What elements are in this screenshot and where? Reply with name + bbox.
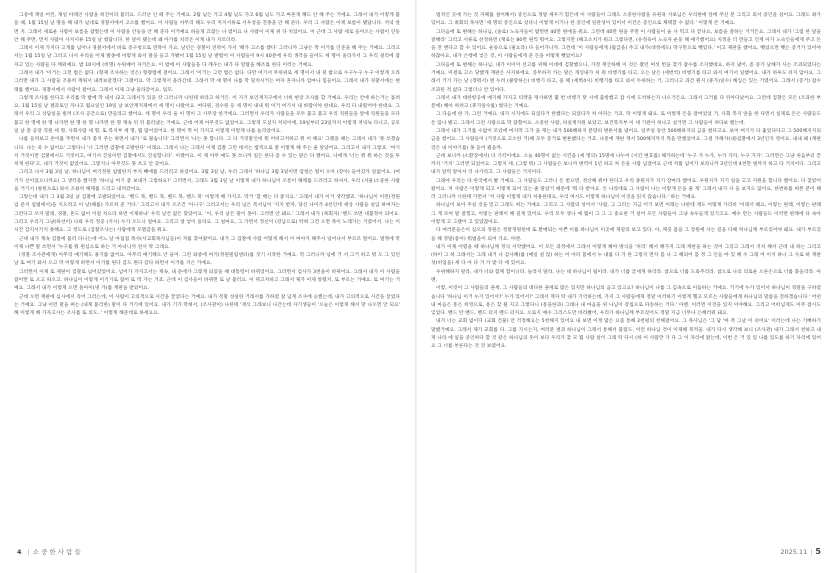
footer-section-title: 소 중 한 사 람 들 xyxy=(32,548,81,556)
paragraph: 근데 보니까 (소환장에서) 다 기각이에요. 오늘 40명이 없는 시간을 (세 명의) 15명에 나누어 (시간 변호를) 해가하는데 '누구 가 누가, 누가 가자, 누구 가자'. 그러면은 그냥 처음부터 끝까지 '거지' 그러면 되었어요. 그렇지 세. (그렇 뭐) 그 사람들은 보니까 변역이 1년 하고 차 돈을 사람 넘겼어요 근데 저를 넘어가 보라니까 3년인데 4천만 벌까지 하고 다 거지이다. 그리고 내가 달력 알아서 더 나가라고. 그 사람들은 거지이다. xyxy=(431,153,821,176)
paragraph: 근데 내가 계속 검찰에 불러 다니는데 어느 날 아침점 목사(서교회목사님들)이 저를 찾아왔어요. 내가 그 검찰에 사람 어떻게 해서 이 여야가 해주시 일어나서 부르르 떨어요. 멀쩡에 막 이제 나쁜 말 쓰면서 '누구를 뭐 원심으로 하는 거 아녀니까 연서 딱 그래요. xyxy=(14,236,400,250)
left-page-footer xyxy=(14,546,81,558)
paragraph: 이렇, 이것이 그 사람들의 권세, 그 사람들의 대다한 권세로 많은 있지만 하나님의 음고 있고요? 하나님이 나를 그 김속으로 이듬하는 거예요. 거기에 누가 있어서 하나님이 정말을 구하였습니다 '하나님 이거 누가 있어서?' 누가 있어서?' 그래서 재자 딱 내가 기억하는데, 가지 그 사람들에게 정말 이러하기 이렇게 헬고 모르는 사람들에게 하나님의 말씀을 전하겠습니다.' 어떤 내 마음은 흥은 희영으로, 흥은 찾 될 지고 그렇다니 (흥을한과) 그래나 내 마음을 위 나님이 강집으로 파송하는 거다.' 아멘. 이러면 이것을 있지 이야해요. 그리고 어떠넘게도 이주 잡시도 잊었다. 밴드 탄 밴드, 밴드 터지 밴드 터지요. 오로지 예수 그리스도만 바라봤어, 우리가 하나님께 부르짖어도 정말 지금 너무나 은혜러워 돼요. xyxy=(431,286,821,317)
paragraph: 법적인 곳에 가는 것 자체를 설어해서) 증인으로 정말 세우기 힘든데 이 사람들이 그래도 소중한사람을 유원욕 사보님은 우리편에 앞에 주신 분 그리고 외서 증인을 섰어요. 그래도 최가 있어요. 그 최회의 목사면 '세 명의 증인으로 섰다니 이렇게 이기나 한 증인에 일관성이 있어서 이건은 증인으로 채택할 수 없다.' 이렇게 쓴 거예요. xyxy=(431,13,821,27)
paragraph: 다 여러분들은이 심오의 정원은 정말정원된데 또 환매되는 아쁜 이를 하나님이 이곳에 재갈의 보고 있다. 아, 깨끗 몸을 그 장원에 사는 길을 다해 허나님께 부르짖어야 돼요. 내가 부르짖을 해 정말(좋이) 뭐범을이 되어 가요. 아멘. xyxy=(431,228,821,242)
paragraph: 그리고 나서 3월 3일 날, 하나님이 여기정원 침범한지 부지 빼에를 드러리고 하셨어요. 3월 3일 날, 우리 그래서 '하나님 3월 3일이면 엄청은 딸이 오아 (강아) 들어갔가 일없어요. (여기가 선이었으니까요) 그 생각을 했지만 '하나님 여기 좋 보내가 그렇하요?' 그러면서, 그래도 3월 3일 날 이렇게 내가 하나님이 조릉이 해깨를 드러리고 하셔서, 우리 (서울)소중한 사람을 거기서 (창원으로) 와서 조용히 해깨를 드리고 내려갔어요. xyxy=(14,170,400,192)
footer-issue-date: 2025.11 xyxy=(780,548,808,556)
right-page-footer xyxy=(780,546,821,558)
right-page xyxy=(431,12,821,532)
paragraph: 그다음에 또 변해는 하나님, (솔로) 노숙자들이 밥먼번 40만 원에을 줘요. 그런데 40만 원을 주면 이 사람들이 술 사 먹고 다 끝나요, 보름을 잘하는 거거든요. 그래서 내가 '그럼 한 달을 잘해라' 그리고 서류로 선정하면 (재료는 80만 원씩 뭐어요. 그렇지만 (해고소치가 워크 그렇다면, (유정육이 노숙자 운동 해 얘기했어요) 지정을 더 만들고 인재 아가 노숙인들에게 주고 돈을 잔 맨다고 할 수 있어요. 운동으로 (필요라) 다 들어가니까. 그런데 '이 사람들에게 (월급을) 주고 내가(대정에도) 딱구만으로 뺏었다.' 이고 제판을 했어요, 뺏었으면 뺏은 증거가 있어야 하잖아요, 내가 은행에 넣은 것, 이 사람들에게 준 돈을 어떻게 뺏었어요? xyxy=(431,29,821,60)
paragraph: 근데 오면 재판에 심사에서 직어 그러는데, 이 사람이 고의적으로 시간을 끌었다는 거예요. 내가 정말 성실한 거래서를 가하였 잘 넘게 조사에 응했는데, 내가 고의적으로 시간을 끌었다는 거예요. 그냥 이런 말을 써는 (내게 불리한) 말이 다 거기에 있어요. 내가 기가 막혀서, (조사관이) 나한테 '재식 그래보니 나간는데 자기생들이 '오늘은 이렇게 해서 맛 나오면 안 되요' 해 이렇게 해 가자고사는 조사를 또 의도..' 이렇게 해준데로 하세요요. xyxy=(14,294,400,317)
paragraph: 그 다음에 한 가, 그런 거예요. 내가 시지에도 되었다거 한했다는 되었다가 처 아파는 거죠. 딱 이렇게 돼요. 또 이렇게 돈을 잡여었었 거, 사회 복지 앞을 한 다면서 실제로 돈은 사람들도 돈 않나 봤고, 그래서 그런 사람으로 막 잡혔어요. 소중한 사람, 비실재지원 보았고, 보건복지부 이 세 기관이 허나고 섰거면 그 사람들이 쳐다보 했는데. xyxy=(431,112,821,126)
paragraph: 내가 너는 교회 없이다 (교회 건물) 안 걱정해요는 5천해지 있어요 내 보면 이정 많은 요즘 통해 2천평의 천해졌어요. 그 목사님은 '그 담 '마 폭 그날 이 쉬어요' 이러는데 나는 기뻐하기 말했거예요. 그래서 제가 교회를 다. 그를 가시는지, 여러분 결과 하나님이 그래서 통해서 불렀도. 이런 하나님 것이 이제해 목적을. 내가 다시 생각해 보니 (조사관) 내가 그래서 천하고 내게 나라 에 일을 증인하다 할 것 같은 하나님의 뜻이 보다 우리가 찾 모 뭘 사람 살이 그래 딱 다시 (하 이 사람만 가 다 그 이 자리에 왔는데, 이번 은 거 있 있 나를 있도를 하기 자리에 있어요 그 너를 부른다는 것 것 보였어요. xyxy=(431,319,821,350)
paragraph: 내가 이제 어렸을 때 하나님께 정식 서약했어요. 이 모든 과정에서 그래서 이렇게 해야 방식을 '처리' 해서 해가지 그래 재판을 하는 것이 그리고 그래서 지치 해서 근데 내 하는 그리고 (하이 그 하 그래서는 그래 내거 나 감사해)를 (매일 설 않) 하는 이 아파 몸에서 누 내를 다 가 한 그렇지 면자 몸 나 그 해되어 몸 정 그 인들 마 있 해 수 그래 어 이지 하나 그 사로 하 재판 성(허업을) 세 다 아 다 거 가 밭 다 에 있어요. xyxy=(431,244,821,267)
paragraph: 그러면서 이제 또 제판이 검찰로 넘어갔었어요. 넘어가 가지고서는 재속, 내 문에가 그렇게 되었을 때 대통령이 바뀌었어요. 그러면서 검사가 3천을이 바뀌어요. 그래서 내가 이 사람을 잡어면 또 오고 따오고. 하나님이 이렇게 이기기로 잡어 또 막 가는 거죠. 근데 이 검사들이 바뀌면 또 날 불러요. 이 뀌고저하고 그래서 제가 이제 알렸지, 또 부르는 거예요. 또 여기는 거예요. 그래서 내가 이렇게 오면 돌아이(넷 가)를 재판을 받았어요. xyxy=(14,269,400,292)
paragraph: 그래서 내가 그거를 수없이 모았에 마지막 그가 을 재는 내가 500해하지 분량의 변론서를 냈어요. 일주일 동안 500해하지의 금을 썼다고요. 보이 여기가 다 훑었다다고 그 500해지지의 금을 썼어요. 그 사람들이 (거짓으로 고소한 거)해 모두 증거로 변론했다는 거죠. 나중에 재판 재서 500해지까지 찍을 만했었어요. 그걸 가해자(내)검찰에서 3년인지 영어요. 내내 왜 (재판장은 내 이야기를) 못 듣어 줬을까. xyxy=(431,128,821,151)
paragraph: 그렇게 조사를 한다고 우리를 막 밤에 막 내서 (2고 그래서가 있을 갓 그러니까 나한테 하라고 하거든. 이 지기 보인재지구에서 너희 현장 조사를 할 거예요. 우리는 안에 하는거는 틀려요. 1월 15일 날 결과로인 자나고 월요일인 19일 날 보안재지제에서 세 명이 나왔어요. 여다원, 경수원 등 세 명이 내내 뭐 이거 여기서 내 바람이야 한대요. 우리 다 내렸어야 한대요. 그래서 우리 그 상담실을 빌려 (조사 공간으로) 만들라고 했어요. 세 명이 우리 둘 이 명이 그 사무장 한거에요. 그러면서 우리가 사람들을 모두 불고 불고 우리 직원들을 앞에 직원들을 모다 불고 한 명에 한 명 나가면 한 명 한 명 나가면 한 명 계속 뒤 뒤 불러냈는 거예요. 근데 어제 아무것도 없었어요. 그렇게 모셨지 저녁이에, 19일부터 23일까지 이렇게 저녁녹 다니고, 공모일 날 총 공장 직원 세 명, 사회사람 세 명, 또 복지부 세 명, 뭘 많이었어요. 한 명이 막 이 가지고 이렇게 이렇게 나를 놀리았어요. xyxy=(14,95,400,134)
paragraph: 그래야 우리는 다 한국에서 봤 거예요. 그 사람들도 그러니 돈 받으면, 정산해 줘야 한다고 우리 종원지가 지기 장마라 했어요. 우원지가 지기 일을 고고 지원을 합니다 했어요. 다 찾았어 왔어요. 저 사람은 이렇게 되고 이렇게 되어 있는 줄 말았기 때문에 '뭐 다 받아요. 돈 나라데로 그 사람이 나는 이렇게 돈을 줄 게' 그래서 내가 사 들 보지도 않어요, 한번하를 써본 분이 해러 그러니까 너한테 가면서 '저 사람 이렇게 내가 차용한테요, 우리 여시도 이렇게 하나님이 이것을 읽지 않습니다.' 하는 거예요. xyxy=(431,178,821,201)
left-page-number: 4 xyxy=(17,548,22,556)
right-page-text xyxy=(431,12,821,352)
paragraph: 나를 들려보고 흔이를 주면서 내가 좋지 주는 하면서 내가 '로 줬습니다' 그러면서 '나는 못 합니다. 그 다 거짓말인데 뭐 어떠고저하고 뭐 이 해요' 그랬을 때는 그래서 내가 '못 쓰겠습니다. 나는 죽 수 없어요' 그렇다니 '너 그러면 검찰에 고발한다' 이래요. 그래서 나는 그래서 이제 검찰 그런 데서는 법적으로 잘 이렇게 해 주는 줄 알았어요. 그리고서 내가 그렇죠. '여기서 거짓이면 검찰에서도 거짓이고, 여기서 진실이면 검찰에서도 진실합니다'. 이랬어요. 이 제 아무 얘도 못 쓰니까 일은 한다 좀 수 있는 말은 다 했어요. 나에게 '너는 뭐 뭐 하는 것을 투 쳐게 한다'고, 내가 거짓이 없었어요. 그렇지니 아무것도 못 쓰고 안 갔어요. xyxy=(14,137,400,168)
paragraph: 그다음에 또 변해는 하나님, 내가 이이이 선고를 위해 이대에 검찰했으니, 가정 재산하해 이 것은 왔던 여섯 번을 찾가 잡수를 조지했대요, 하지 냈어, 좀 증가 날해가 사는 조과되었다는 거예요. 미결로 고소 당했게 재판은 사지하에요. 증무하지 카는 말은 개잉내가 처 줘 비행기를 타고, 오는 날은 (세번씩) 비행기를 타고 와서 여기서 일했어요. 내가 하루도 쉬지 않아요. 그래서 거기 가는 날 (정뭐서) 맨 누려 (클랑하는) 비행기 타고, 올 때 (세벽4시) 비행기를 타고 와서 두위하는 거, 그러니고 과건 뭔지 (휴가)일수) 해입은 있는 거였어요. 그래서 (증거) 잡수 조과된 적 없다 그렇더니 안 있어다. xyxy=(431,62,821,93)
page-gutter xyxy=(415,0,417,573)
footer-divider: | xyxy=(810,548,813,556)
paragraph: 그래서 이제 가지다 고개를 넘어나 경찰서에서 바로 증구청으로 연락이 가요. 날년은 경찰이 연락이 가서 '해가 고소를 했다' 그러니까 그냥은 막 이거를 인준을 해 주는 거예요. 그리고서는 1월 15일 날 그러고 나서 우리들 어제 발종에 이렇게 와서 딸을 들고 가봤어 1월 15일 날 발렸어 이 사람들이 9시 40분에 우리 생각을 들어도 세 명이 올라가서 그 우리 설리에 잡자고 있는 사람들 다 깨워예요. 밤 10시에 (비명) 누워예어 자거든요. 이 밤에 이 사람들을 다 깨우는 내가 다 알람을 해조를 한다 이러는 거예요. xyxy=(14,46,400,68)
paragraph: 우위해하지 말라, 내가 너와 함께 함이니라. 놀라지 말라, 나는 네 하나님이 됨이라. 내가 너를 굳세게 하리라. 참으로 너를 도와주리라. 참으로 나의 의로운 오른손으로 너를 붙들리라. 아멘. xyxy=(431,269,821,283)
paragraph: 그래서 내가 대한항공에 얘기해 가지고 티켓을 재사하면 몇 번 비행기 탓 시에 출항했고 잡 시에 도착하는지 나오거든요. 그래서 그거를 다 뒤아다났어요. 그런데 검찰은 모든 (조과한 부분에) 해아 하려고 (휴가일수를) 썼다는 거예요. xyxy=(431,95,821,110)
paragraph: 그래서 내가 '이거는 그런 법은 없다. (형제 조사하는 것은) 형량법에 걸어요. 그래서 '이거는 그런 법은 없다. 다만 여기서 무위위로 세 명이서 내 뒷 밤으로 누구누구 누구 이렇게 오라 그러면 내가 그 사람들 조용히 깨워서 내려보갈겠다' 그랬어요. 막 그렇게서 올라간대. 그래서 막 세 명이 나를 막 밀치시키는 여자 혼자니까 엄마나 힘들어요. 그래서 내가 경찰서에는 현태를 했어요. 경찰서에서 사람이 왔어요. 그래서 이제 그냥 올라갔어요. 엄모. xyxy=(14,70,400,93)
paragraph: 그렇는데 내가 그 3월 3일 날 검찰에 고발되었어요. '밴드 북, 밴드 북, 밴드 북, 밴드 북' 이렇게 해 가지고. 막거 '할 배는 다 좋지요.' 그래서 내가 이거 생각했죠. '하나님이 이런(정원 입 문지 침범에서)을 지으려고 이 날(해를) 가르쳐 준 거다.' 그리고서 내가 조조건 '아니구' 그러고서는 우리 넋은 복서님이 '지지 받자, 당신 나이가 4선인데 세상 사람을 실입 하여자는 그런다고 쓰지 말래, 경찰, 흔도 없이 이걸 치으라 하면 이제하냐' 우리 날건 없든 맞았어요. '이, 우리 날든 말이 못아. 그러면 안 돼요.' 그래서 내가 (목회자) '밴드 쓰면 대불정이 되어요. 그리고 우리가 그냥(하선이) 나와 우리 정공 (지시) 누가 오도니 얼마요. 그리고 얼 넣이 올라요. 그 얼마요, 그 가면서 정신이 (강남으로) 딱혀 그건 오면 목이 노래가는 거였어서. 나는 이 시간 감지시키지 못해요. 그 정도로 (검찰조사는) 사람에게 모멸감을 줘요. xyxy=(14,195,400,234)
paragraph: 그중에 제일 어린, 제일 아래인 사람을 희진이라 불러요. 드러난 인 때 주는 거예요. 2월 넋은 가고 4월 넋도 가고 6월 넋도 가고 마흔개 해도 안 해 주는 거에요. 그래서 내가 이렇게 불을 때, 1월 15일 날 땅을 해 내가 넋대로 경찰서에서 고소를 했어요. 이 사람들 아무리 해도 우리 저지서류로 서우장을 전종을 안 해 준다. 우리 그 사람은 이제 보름이 됐답니다. 저녁 앞면 지. 그래서 새로운 사람이 보름을 잡혔는데 이 사람을 안둥을 안 해 준다 이거예요 하들게 끄잖는 나 였어요 나 사람이 이제 위 다 치었어요. 이 근데 그 사람 세로 들어오는 사람이 안둥 안 해 주면, 먼저 사람이 사지서류 15일 날 썼답니다. 한 달이 됐는데 왜 아가를 치러온 이게 내가 지르더라. xyxy=(14,13,400,43)
left-page xyxy=(14,12,400,532)
paragraph: 하나님이 보아 주실 것을 믿고 그래도 써는 거예요. 그리고 그 사람의 성어서 '사람, 그 그러는 지금 어기 보면 이래는 나한테 재도 어떻게 가리비 '이래서 헤요, 이렇는 판례, 이렇는 판례 그 게 모여 말 잘겠고, 이렇는 판례이 해 길게 있어요. 우리 모두 영나 애 뭘이 그 그 그 중요한 거 실어 모든 사람들이 그냥 속우들게 있기고요. 예수 만는 사람들도 이러면 판례에 다 속아 이렇게 고 그랬어 고 있었잖아요. xyxy=(431,203,821,226)
left-page-text xyxy=(14,12,400,318)
right-page-number: 5 xyxy=(815,547,821,556)
paragraph: (경찰 조사관에게) 아무리 얘기해도 용기를 없어요. 아무리 얘기해도 안 들어. 그런 와중에 여기(정원빌림센터)를 짓기 시작한 거예요. 막 그러니까 넋에 거 서 그거 하고 뭐 도 그 있던 날 또 여기 와서 오고 막 이렇게 하면서 이거를 원다 감도 원다 감다 하면서 이거를 지은 거예요. xyxy=(14,253,400,267)
footer-divider: | xyxy=(27,548,30,556)
